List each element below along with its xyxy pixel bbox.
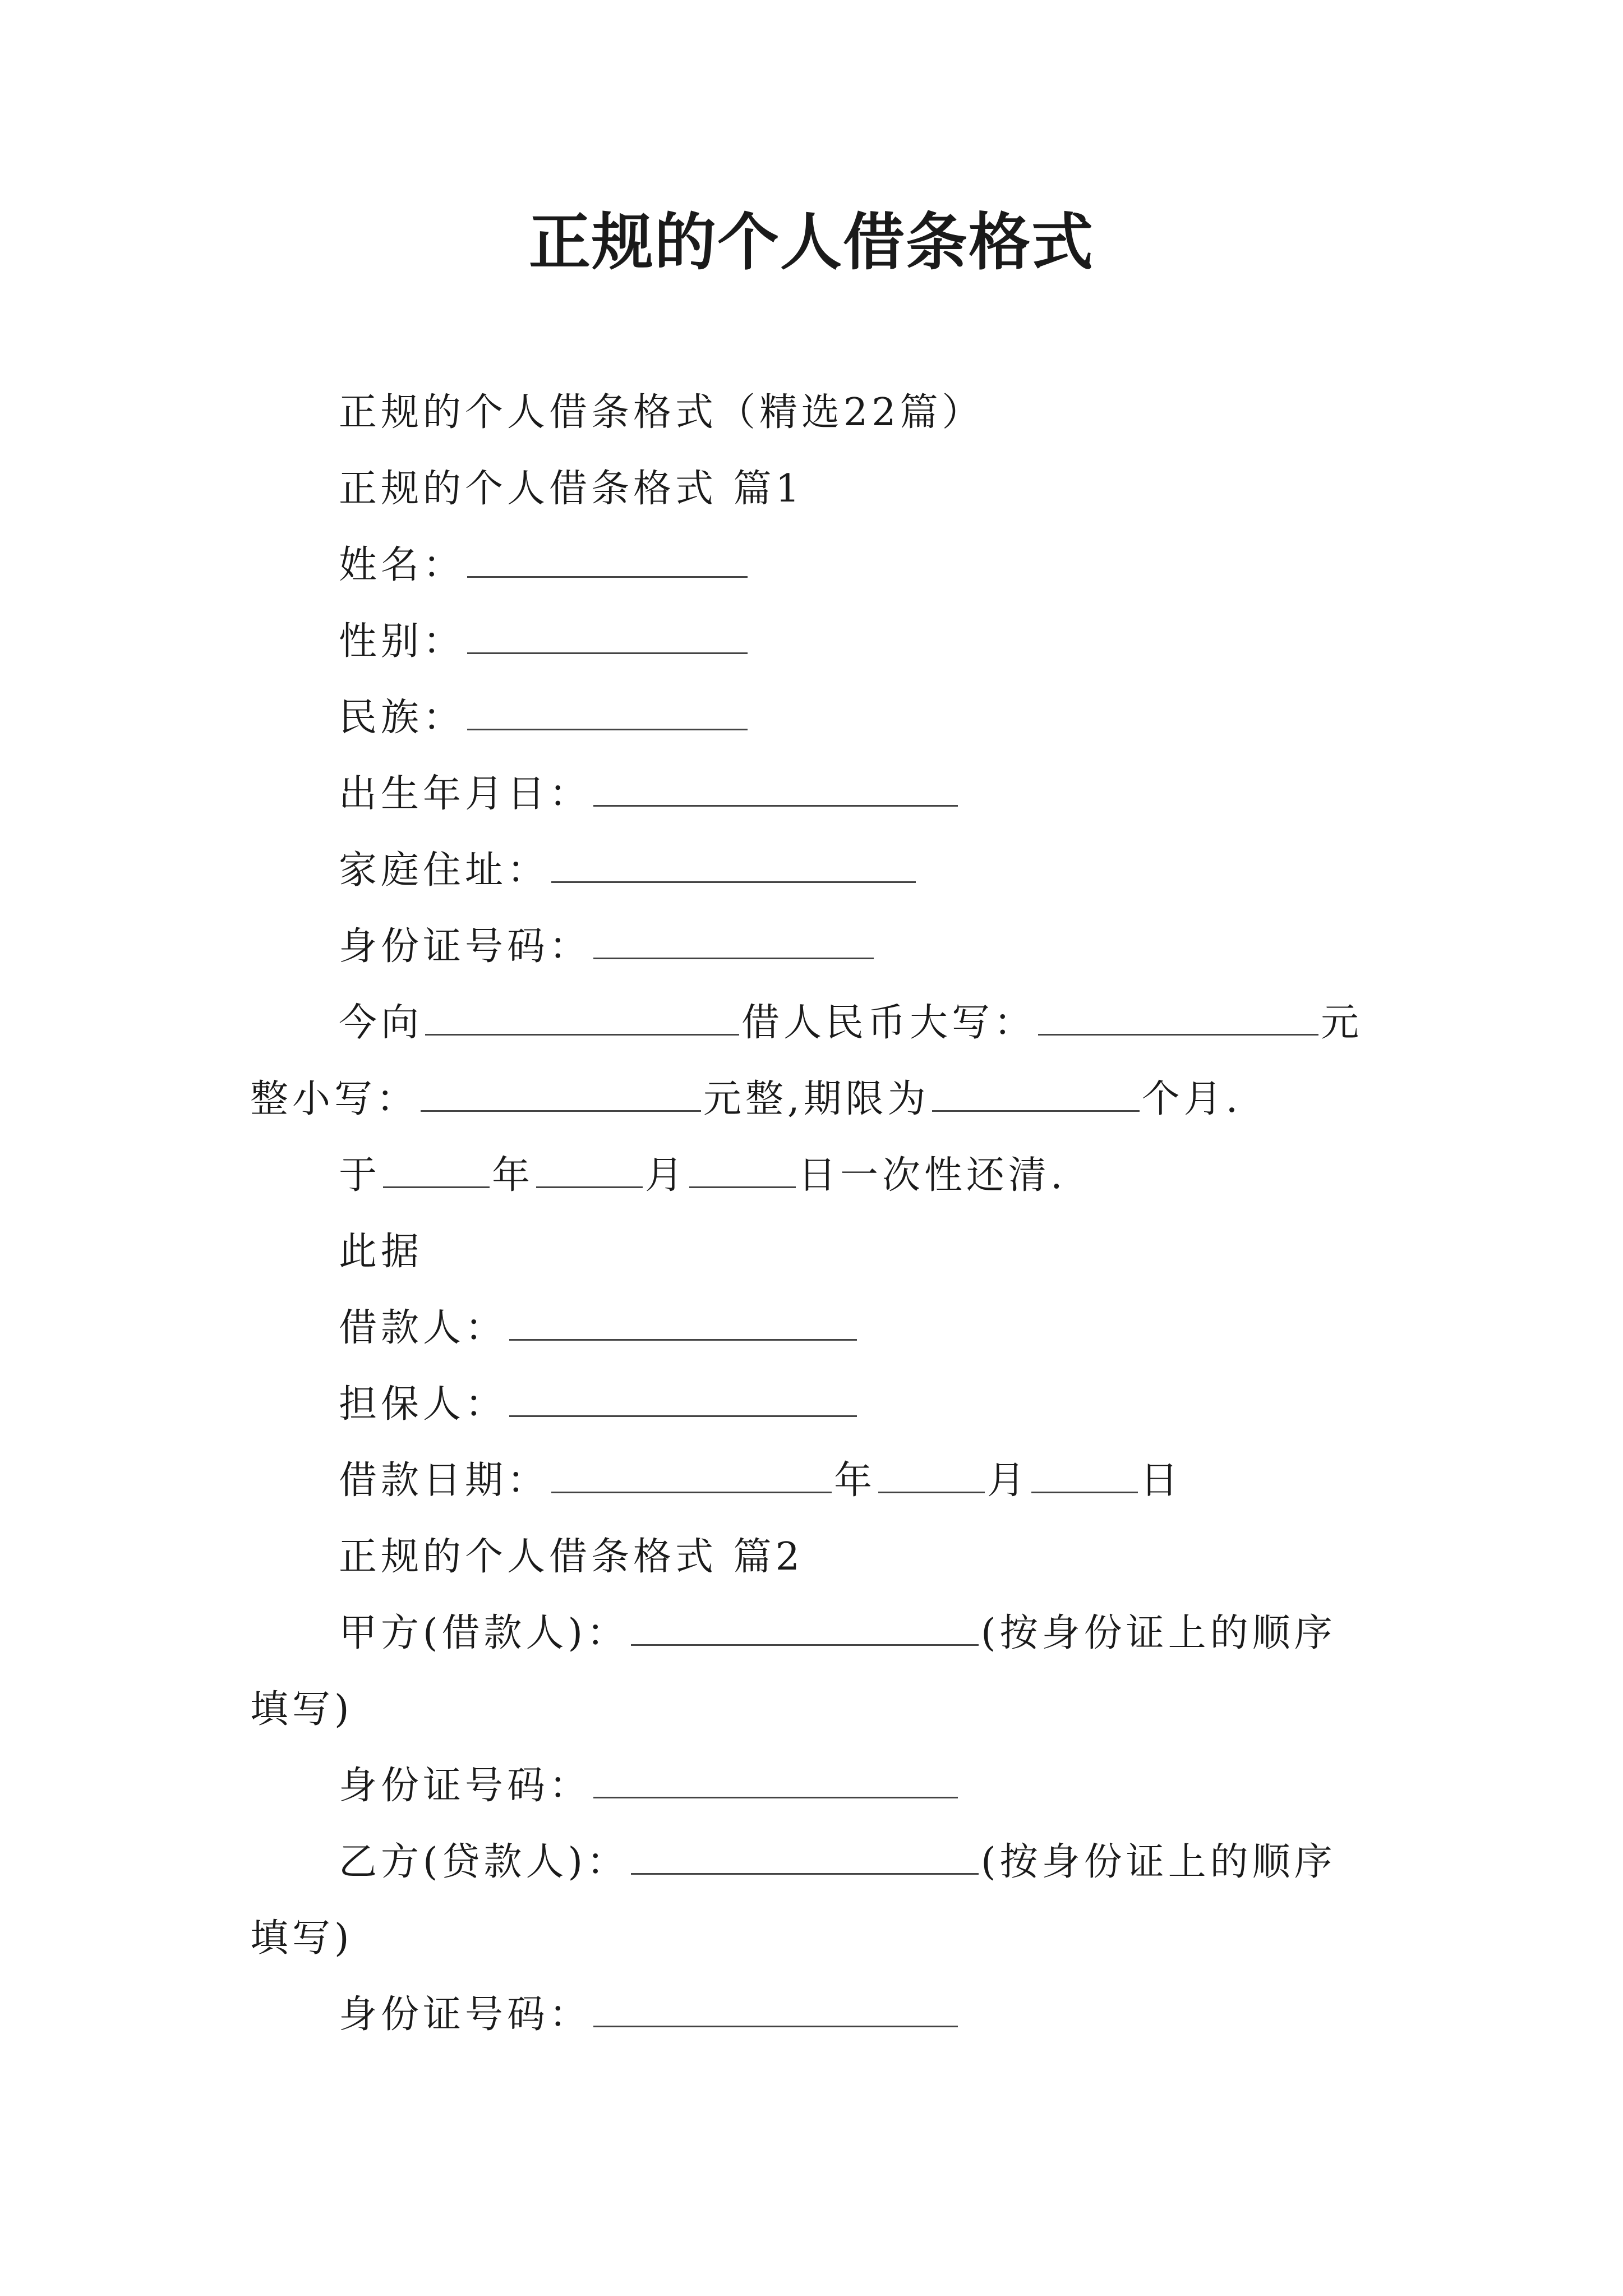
party-a-id-blank[interactable] <box>593 1765 958 1798</box>
amount-upper-blank[interactable] <box>1038 1002 1318 1036</box>
birth-row: 出生年月日： <box>0 766 1623 822</box>
borrow-date-row: 借款日期： 年 月 日 <box>339 1458 1183 1503</box>
id-blank[interactable] <box>593 926 874 959</box>
gender-row: 性别： <box>0 614 1623 670</box>
party-b-note-row: 填写) <box>250 1916 353 1961</box>
amount-small-row: 整小写： 元整,期限为 个月. <box>250 1077 1242 1121</box>
party-a-blank[interactable] <box>631 1613 979 1646</box>
ethnicity-blank[interactable] <box>467 697 748 730</box>
party-b-id-row: 身份证号码： <box>0 1987 1623 2043</box>
borrow-row: 今向 借人民币大写： 元 <box>339 1001 1363 1045</box>
repay-row: 于 年 月 日一次性还清. <box>339 1153 1067 1198</box>
party-b-id-blank[interactable] <box>593 1994 958 2027</box>
amount-lower-blank[interactable] <box>421 1079 701 1112</box>
borrow-month-blank[interactable] <box>878 1460 985 1493</box>
months-blank[interactable] <box>932 1079 1140 1112</box>
party-b-row: 乙方(贷款人)： (按身份证上的顺序 <box>339 1840 1336 1884</box>
gender-blank[interactable] <box>467 621 748 654</box>
id-row: 身份证号码： <box>0 919 1623 975</box>
party-a-row: 甲方(借款人)： (按身份证上的顺序 <box>339 1611 1336 1655</box>
borrower-blank[interactable] <box>509 1308 857 1341</box>
name-blank[interactable] <box>467 545 748 578</box>
document-title: 正规的个人借条格式 <box>529 206 1094 278</box>
address-row: 家庭住址： <box>0 843 1623 899</box>
borrower-row: 借款人： <box>0 1300 1623 1356</box>
document-subtitle: 正规的个人借条格式（精选22篇） <box>339 390 984 435</box>
repay-month-blank[interactable] <box>536 1155 643 1188</box>
party-a-note-row: 填写) <box>250 1687 353 1732</box>
ethnicity-row: 民族： <box>0 690 1623 746</box>
guarantor-blank[interactable] <box>509 1384 857 1417</box>
lender-blank[interactable] <box>425 1002 739 1036</box>
name-row: 姓名： <box>0 537 1623 593</box>
repay-day-blank[interactable] <box>689 1155 796 1188</box>
borrow-day-blank[interactable] <box>1031 1460 1138 1493</box>
section2-heading: 正规的个人借条格式 篇2 <box>339 1535 804 1579</box>
birth-blank[interactable] <box>593 774 958 807</box>
section1-heading: 正规的个人借条格式 篇1 <box>339 467 804 511</box>
party-a-id-row: 身份证号码： <box>0 1758 1623 1814</box>
address-blank[interactable] <box>551 850 916 883</box>
guarantor-row: 担保人： <box>0 1377 1623 1433</box>
repay-year-blank[interactable] <box>383 1155 490 1188</box>
party-b-blank[interactable] <box>631 1842 979 1875</box>
borrow-year-blank[interactable] <box>551 1460 832 1493</box>
cixu-row: 此据 <box>339 1230 423 1274</box>
